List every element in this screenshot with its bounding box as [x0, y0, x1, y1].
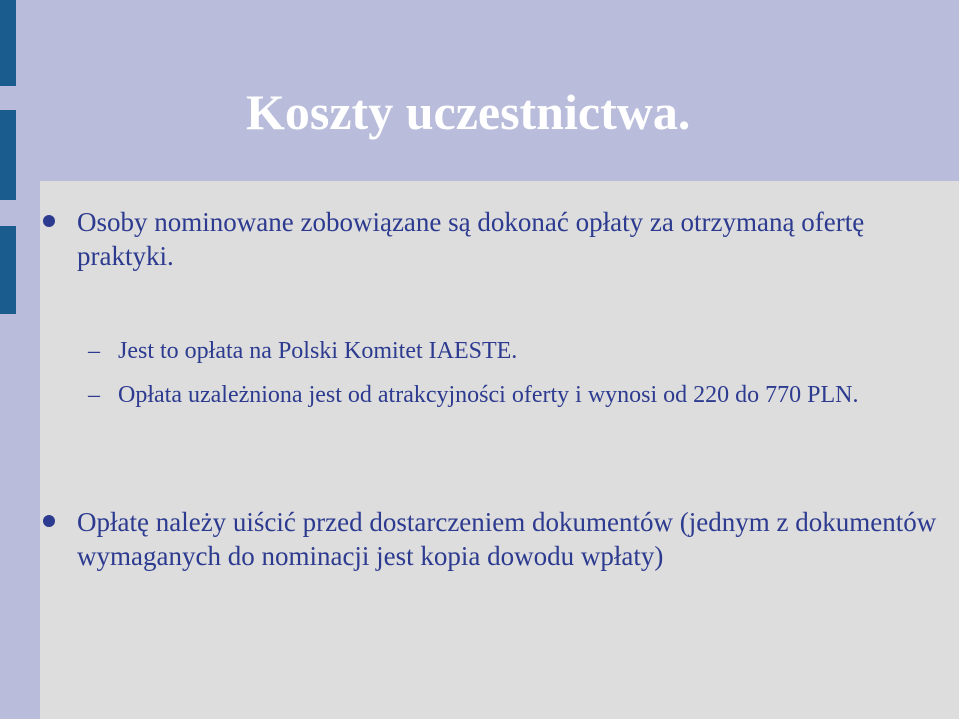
- bullet-dot-icon: [43, 215, 55, 227]
- bullet-item-2: [77, 505, 937, 573]
- bullet-text-2: Opłatę należy uiścić przed dostarczeniem dokumentów (jednym z dokumentów wymaganych do nominacji jest kopia dowodu wpłaty): [77, 507, 937, 571]
- bullet-text-1: Osoby nominowane zobowiązane są dokonać opłaty za otrzymaną ofertę praktyki.: [77, 207, 865, 271]
- dash-icon: –: [88, 382, 100, 408]
- slide-title: Koszty uczestnictwa.: [246, 84, 691, 140]
- sub-bullet-text-1: Jest to opłata na Polski Komitet IAESTE.: [118, 338, 518, 364]
- sub-bullet-text-2: Opłata uzależniona jest od atrakcyjności oferty i wynosi od 220 do 770 PLN.: [118, 382, 859, 408]
- accent-bar-top: [0, 0, 16, 86]
- bullet-item-1: [77, 205, 937, 273]
- accent-bar-bottom: [0, 226, 16, 314]
- dash-icon: –: [88, 338, 100, 364]
- sub-bullet-item-2: [88, 379, 928, 411]
- accent-bar-middle: [0, 110, 16, 200]
- bullet-dot-icon: [43, 515, 55, 527]
- sub-bullet-item-1: [88, 335, 928, 367]
